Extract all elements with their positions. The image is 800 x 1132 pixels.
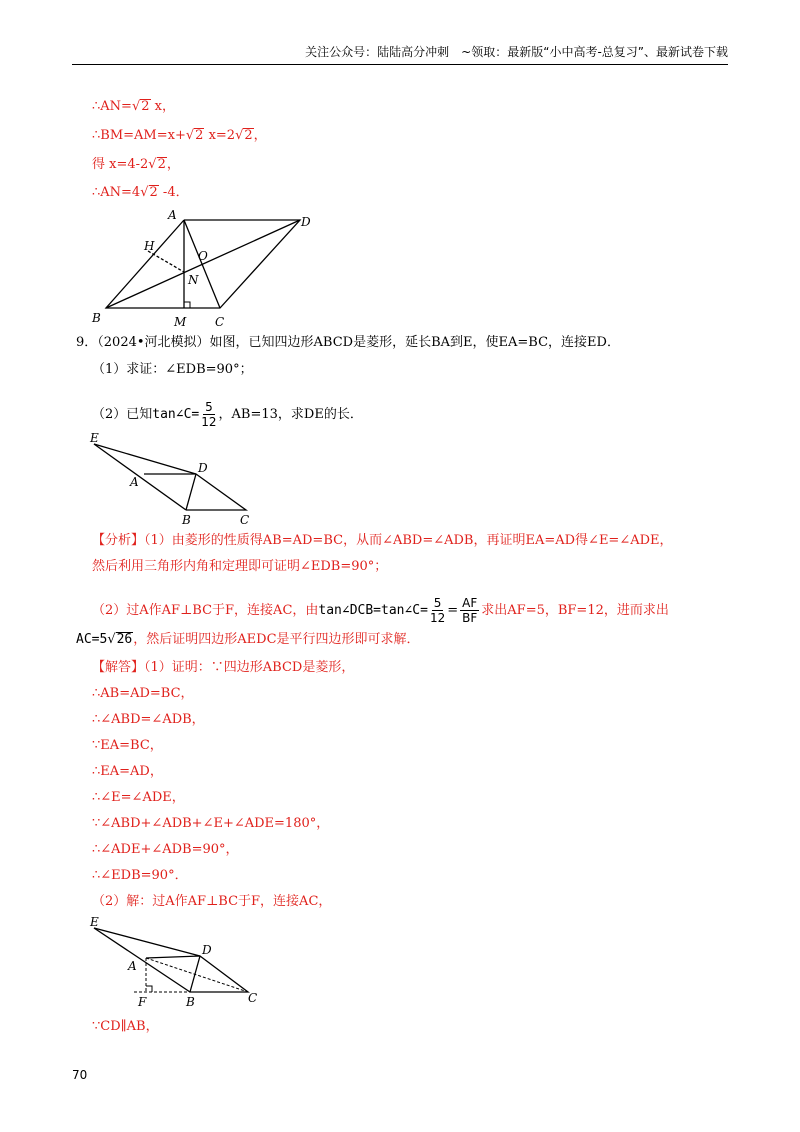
label-c: C — [240, 513, 250, 527]
label-c: C — [248, 991, 258, 1005]
label-h: H — [144, 239, 155, 253]
segment-eb — [94, 928, 190, 992]
text: x=2 — [208, 128, 236, 143]
text: ， — [166, 157, 180, 172]
sqrt-symbol: √ — [235, 128, 244, 143]
label-o: O — [198, 249, 208, 263]
label-d: D — [301, 215, 311, 229]
tan-expression: tan∠C= — [152, 407, 200, 422]
fraction-5-12 — [430, 596, 445, 625]
solution-line-5: ∴∠E=∠ADE， — [92, 790, 185, 805]
sqrt-symbol: √ — [185, 128, 195, 143]
label-a: A — [130, 475, 139, 489]
solution-line-6: ∵∠ABD+∠ADB+∠E+∠ADE=180°， — [92, 816, 330, 831]
numerator: AF — [462, 596, 478, 610]
question-part2 — [92, 400, 363, 429]
sqrt-symbol: √ — [107, 632, 116, 647]
analysis-tag: 【分析】 — [92, 533, 145, 548]
text: 得 x=4-2 — [92, 157, 149, 172]
label-m: M — [174, 315, 187, 329]
figure-rhombus-1 — [88, 206, 328, 330]
fraction-af-bf — [460, 596, 479, 625]
sqrt-symbol: √ — [140, 185, 149, 200]
equals: = — [447, 603, 459, 618]
diagonal-bd — [186, 474, 196, 510]
solution-line-8: ∴∠EDB=90°． — [92, 868, 188, 883]
analysis-line-3 — [92, 596, 669, 625]
text: ∴BM=AM=x+ — [92, 128, 186, 143]
analysis-line-2: 然后利用三角形内角和定理即可证明∠EDB=90°； — [92, 559, 388, 574]
label-d: D — [198, 461, 208, 475]
text: AC=5 — [76, 632, 108, 647]
text: ，AB=13，求DE的长． — [218, 407, 363, 422]
question-number: 9． — [76, 335, 98, 350]
line-bm — [92, 127, 267, 145]
question-part1: （1）求证：∠EDB=90°； — [92, 362, 253, 377]
figure-rhombus-3 — [86, 914, 276, 1014]
denominator: 12 — [429, 611, 446, 625]
solution-line-0 — [92, 659, 354, 677]
segment-eb — [94, 444, 186, 510]
solution-line-2: ∴∠ABD=∠ADB， — [92, 712, 205, 727]
label-a: A — [128, 959, 137, 973]
solution-line-10: ∵CD∥AB， — [92, 1019, 159, 1034]
label-a: A — [168, 208, 177, 222]
fraction-5-12 — [201, 400, 216, 429]
numerator: 5 — [433, 596, 442, 610]
radicand: 2 — [149, 185, 158, 200]
label-b: B — [186, 995, 195, 1009]
right-angle-mark — [184, 302, 190, 308]
denominator: 12 — [201, 415, 217, 429]
dashed-ac — [146, 958, 248, 992]
right-angle-mark — [146, 986, 152, 992]
label-f: F — [138, 995, 147, 1009]
sqrt-symbol: √ — [148, 157, 157, 172]
label-b: B — [182, 513, 191, 527]
radicand: 2 — [244, 128, 253, 143]
label-n: N — [188, 273, 199, 287]
diagonal-bd — [106, 220, 300, 308]
text: （1）由菱形的性质得AB=AD=BC，从而∠ABD=∠ADB，再证明EA=AD得∠E=∠ADE， — [144, 533, 673, 548]
label-e: E — [90, 915, 99, 929]
solution-tag: 【解答】 — [92, 660, 145, 675]
solution-line-7: ∴∠ADE+∠ADB=90°， — [92, 842, 239, 857]
text: -4． — [162, 185, 189, 200]
solution-line-9: （2）解：过A作AF⊥BC于F，连接AC， — [92, 894, 332, 909]
text: x， — [154, 99, 175, 114]
line-x — [92, 156, 180, 174]
text: ，然后证明四边形AEDC是平行四边形即可求解． — [133, 632, 420, 647]
numerator: 5 — [205, 400, 213, 414]
sqrt-symbol: √ — [131, 99, 141, 114]
segment-ed — [94, 928, 200, 956]
figure-rhombus-2 — [86, 430, 266, 528]
text: ， — [253, 128, 267, 143]
solution-line-3: ∵EA=BC， — [92, 738, 163, 753]
label-e: E — [90, 431, 99, 445]
dashed-hn — [148, 251, 184, 272]
analysis-line-4 — [76, 631, 420, 649]
text: ∴AN=4 — [92, 185, 141, 200]
segment-ed — [94, 444, 196, 474]
diagonal-ac — [184, 220, 220, 308]
solution-line-1: ∴AB=AD=BC， — [92, 686, 194, 701]
text: 求出AF=5，BF=12，进而求出 — [481, 603, 669, 618]
label-d: D — [202, 943, 212, 957]
text: ∴AN= — [92, 99, 132, 114]
page-number: 70 — [72, 1068, 88, 1082]
tan-expression: tan∠DCB=tan∠C= — [318, 603, 428, 618]
line-an2 — [92, 184, 189, 202]
radicand: 26 — [116, 632, 133, 647]
question-stem — [76, 334, 620, 352]
radicand: 2 — [141, 99, 150, 114]
label-c: C — [215, 315, 225, 329]
page-header — [72, 44, 728, 65]
text: （2）过A作AF⊥BC于F，连接AC，由 — [92, 603, 319, 618]
label-b: B — [92, 311, 101, 325]
radicand: 2 — [195, 128, 204, 143]
analysis-line-1 — [92, 532, 673, 550]
radicand: 2 — [157, 157, 166, 172]
text: （1）证明：∵四边形ABCD是菱形， — [144, 660, 355, 675]
text: （2）已知 — [92, 407, 153, 422]
header-text: 关注公众号：陆陆高分冲刺 ~领取：最新版“小中高考-总复习”、最新试卷下载 — [305, 45, 728, 59]
question-text: （2024•河北模拟）如图，已知四边形ABCD是菱形，延长BA到E，使EA=BC，连接ED． — [97, 335, 620, 350]
solution-line-4: ∴EA=AD， — [92, 764, 163, 779]
line-an — [92, 98, 175, 116]
denominator: BF — [462, 611, 478, 625]
